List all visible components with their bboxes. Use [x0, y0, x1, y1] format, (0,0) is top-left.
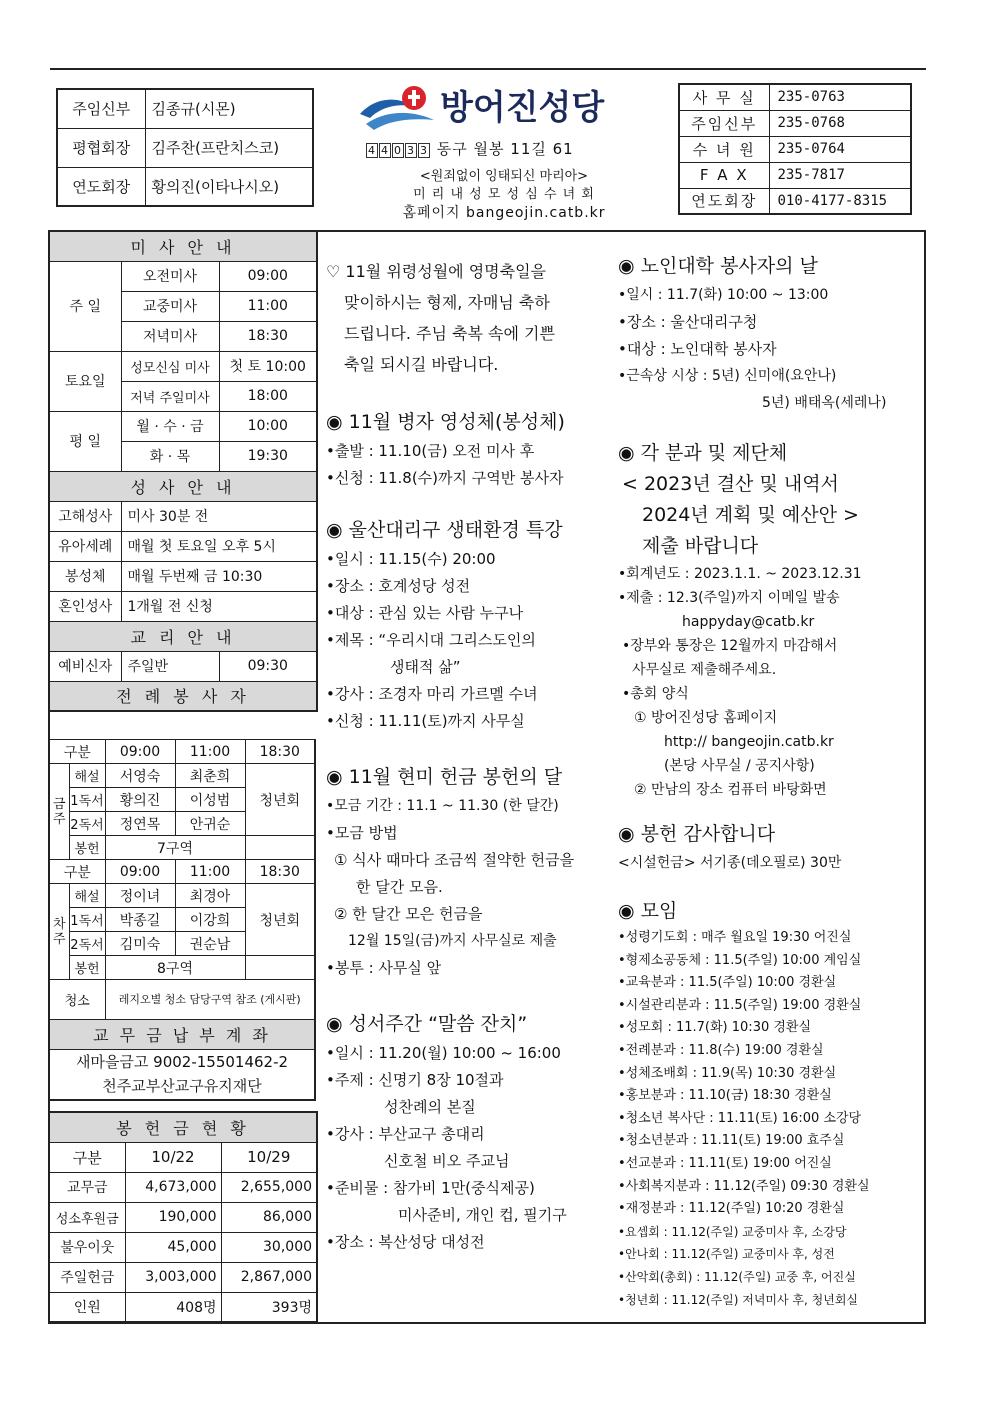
sunday-label: 주 일: [49, 261, 121, 351]
meeting-item: •성령기도회 : 매주 월요일 19:30 어진실: [618, 930, 852, 945]
liturgy-table: [48, 739, 316, 1101]
offering-table: [48, 1111, 318, 1323]
server: 김미숙: [105, 932, 175, 956]
section-line: •모금 방법: [326, 824, 398, 842]
postal-digit: 3: [407, 144, 415, 157]
server: 이강희: [175, 908, 245, 932]
notice-line: 제출 바랍니다: [642, 535, 759, 557]
sacrament-name: 봉성체: [49, 561, 121, 591]
sacrament-info: 1개월 전 신청: [121, 591, 317, 621]
liturgy-head: 18:30: [245, 740, 315, 764]
church-name: 방어진성당: [440, 88, 605, 128]
section-line: •강사 : 조경자 마리 가르멜 수녀: [326, 685, 538, 703]
server: 박종길: [105, 908, 175, 932]
meeting-item: •청소년분과 : 11.11(토) 19:00 효주실: [618, 1133, 845, 1149]
offer-kind: 성소후원금: [49, 1202, 125, 1232]
server: 서영숙: [105, 764, 175, 788]
server: 최경아: [175, 884, 245, 908]
postal-digit: 0: [394, 144, 402, 157]
mass-time: 19:30: [219, 441, 317, 471]
offer-group: 8구역: [105, 956, 245, 980]
offer-title: 봉 헌 금 현 황: [49, 1112, 317, 1142]
section-line: 미사준비, 개인 컵, 필기구: [398, 1206, 567, 1224]
greeting-line: 맞이하시는 형제, 자매님 축하: [344, 293, 550, 312]
meeting-item: •선교분과 : 11.11(토) 19:00 어진실: [618, 1155, 832, 1171]
council-label: 평협회장: [57, 128, 145, 167]
liturgy-head: 구분: [49, 740, 105, 764]
account-title: 교 무 금 납 부 계 좌: [49, 1020, 315, 1050]
contact-label: 연도회장: [679, 188, 769, 214]
section-line: •근속상 시상 : 5년) 신미애(요안나): [618, 368, 837, 384]
greeting-line: ♡ 11월 위령성월에 영명축일을: [326, 262, 546, 281]
role: 봉헌: [69, 956, 105, 980]
notice-line: 2024년 계획 및 예산안 >: [642, 504, 859, 526]
meeting-item: •시설관리분과 : 11.5(주일) 19:00 경환실: [618, 997, 862, 1013]
liturgy-title: 전 례 봉 사 자: [49, 681, 317, 711]
week-label: 차주: [49, 884, 69, 980]
section-line: 생태적 삶”: [390, 658, 461, 676]
server: 권순남: [175, 932, 245, 956]
section-line: •회계년도 : 2023.1.1. ~ 2023.12.31: [618, 566, 862, 582]
offer-amount: 3,003,000: [125, 1262, 221, 1292]
section-line: •신청 : 11.11(토)까지 사무실: [326, 712, 525, 730]
section-title: ◉ 모임: [618, 900, 678, 922]
contact-value: 235-0763: [769, 84, 911, 110]
meeting-item: •산악회(총회) : 11.12(주일) 교중 후, 어진실: [618, 1269, 856, 1284]
server: 정연목: [105, 812, 175, 836]
section-line: •강사 : 부산교구 총대리: [326, 1125, 485, 1143]
account-info: [49, 1050, 315, 1100]
contact-value: 010-4177-8315: [769, 188, 911, 214]
youth-label: 청년회: [245, 764, 315, 836]
account-holder: 천주교부산교구유지재단: [102, 1077, 262, 1096]
sacrament-name: 유아세례: [49, 531, 121, 561]
section-line: 12월 15일(금)까지 사무실로 제출: [348, 933, 557, 949]
section-line: 신호철 비오 주교님: [384, 1152, 510, 1170]
sacrament-info: 미사 30분 전: [121, 501, 317, 531]
section-line: ② 만남의 장소 컴퓨터 바탕화면: [634, 782, 827, 798]
pastor-name: 김종규(시몬): [145, 89, 313, 128]
account-number: 새마을금고 9002-15501462-2: [75, 1053, 289, 1072]
section-title: ◉ 각 분과 및 제단체: [618, 442, 788, 464]
mass-time: 10:00: [219, 411, 317, 441]
section-line: •제목 : “우리시대 그리스도인의: [326, 631, 536, 649]
meeting-item: •재정분과 : 11.12(주일) 10:20 경환실: [618, 1201, 845, 1217]
motto-line: <원죄없이 잉태되신 마리아>: [419, 169, 589, 184]
offer-amount: 4,673,000: [125, 1172, 221, 1202]
contact-label: F A X: [679, 162, 769, 188]
offer-kind: 주일헌금: [49, 1262, 125, 1292]
section-line: •대상 : 관심 있는 사람 누구나: [326, 604, 524, 622]
mass-name: 성모신심 미사: [121, 351, 219, 381]
liturgy-head: 11:00: [175, 740, 245, 764]
mass-time: 18:30: [219, 321, 317, 351]
section-line: http:// bangeojin.catb.kr: [664, 734, 834, 750]
section-line: ② 한 달간 모은 헌금을: [334, 905, 483, 923]
contact-table: [678, 83, 912, 215]
role: 봉헌: [69, 836, 105, 860]
top-rule: [50, 68, 926, 70]
liturgy-head: 18:30: [245, 860, 315, 884]
meeting-item: •성모회 : 11.7(화) 10:30 경환실: [618, 1020, 812, 1036]
motto-line: 미 리 내 성 모 성 심 수 녀 회: [413, 187, 595, 202]
mass-time: 첫 토 10:00: [219, 351, 317, 381]
role: 2독서: [69, 932, 105, 956]
clean-info: 레지오별 청소 담당구역 참조 (게시판): [105, 980, 315, 1020]
postal-digit: 4: [381, 144, 389, 157]
sidebar-table: [48, 230, 318, 712]
mass-name: 교중미사: [121, 291, 219, 321]
server: 이성범: [175, 788, 245, 812]
weekday-label: 평 일: [49, 411, 121, 471]
district-label: 연도회장: [57, 167, 145, 206]
server: 황의진: [105, 788, 175, 812]
section-title: ◉ 성서주간 “말씀 잔치”: [326, 1013, 528, 1035]
sacrament-name: 혼인성사: [49, 591, 121, 621]
mass-time: 11:00: [219, 291, 317, 321]
doctrine-name: 예비신자: [49, 651, 121, 681]
notice-line: < 2023년 결산 및 내역서: [622, 473, 839, 495]
postal-digit: 3: [420, 144, 428, 157]
section-line: happyday@catb.kr: [682, 614, 815, 630]
section-title: ◉ 11월 병자 영성체(봉성체): [326, 411, 565, 433]
offer-head: 구분: [49, 1142, 125, 1172]
section-title: ◉ 봉헌 감사합니다: [618, 823, 776, 845]
mass-name: 오전미사: [121, 261, 219, 291]
greeting-line: 드립니다. 주님 축복 속에 기쁜: [344, 324, 555, 343]
section-line: •일시 : 11.20(월) 10:00 ~ 16:00: [326, 1044, 561, 1062]
offer-head: 10/29: [221, 1142, 317, 1172]
saturday-label: 토요일: [49, 351, 121, 411]
meeting-item: •청소년 복사단 : 11.11(토) 16:00 소강당: [618, 1110, 862, 1126]
section-line: •일시 : 11.15(수) 20:00: [326, 550, 496, 568]
offer-amount: 190,000: [125, 1202, 221, 1232]
offer-amount: 30,000: [221, 1232, 317, 1262]
section-line: ① 방어진성당 홈페이지: [634, 710, 778, 726]
section-line: •대상 : 노인대학 봉사자: [618, 340, 777, 358]
sacrament-info: 매월 첫 토요일 오후 5시: [121, 531, 317, 561]
doctrine-class: 주일반: [121, 651, 219, 681]
section-line: 성찬례의 본질: [384, 1098, 476, 1116]
meeting-item: •교육분과 : 11.5(주일) 10:00 경환실: [618, 975, 837, 991]
offer-kind: 교무금: [49, 1172, 125, 1202]
contact-label: 사 무 실: [679, 84, 769, 110]
offer-amount: 2,867,000: [221, 1262, 317, 1292]
council-name: 김주찬(프란치스코): [145, 128, 313, 167]
section-line: •장소 : 울산대리구청: [618, 313, 758, 331]
section-line: (본당 사무실 / 공지사항): [664, 758, 815, 774]
offer-amount: 86,000: [221, 1202, 317, 1232]
address: [366, 138, 574, 159]
section-title: ◉ 11월 현미 헌금 봉헌의 달: [326, 766, 563, 788]
contact-value: 235-0768: [769, 110, 911, 136]
mass-name: 저녁 주일미사: [121, 381, 219, 411]
offer-amount: 2,655,000: [221, 1172, 317, 1202]
offer-amount: 45,000: [125, 1232, 221, 1262]
postal-digit: 4: [368, 144, 376, 157]
sacrament-info: 매월 두번째 금 10:30: [121, 561, 317, 591]
clean-label: 청소: [49, 980, 105, 1020]
greeting-line: 축일 되시길 바랍니다.: [344, 355, 499, 374]
district-name: 황의진(이타나시오): [145, 167, 313, 206]
offer-group: 7구역: [105, 836, 245, 860]
section-title: ◉ 노인대학 봉사자의 날: [618, 255, 818, 277]
contact-label: 주임신부: [679, 110, 769, 136]
section-line: ① 식사 때마다 조금씩 절약한 헌금을: [334, 851, 575, 869]
offer-head: 10/22: [125, 1142, 221, 1172]
section-line: •장부와 통장은 12월까지 마감해서: [622, 638, 838, 654]
role: 1독서: [69, 788, 105, 812]
sacrament-name: 고해성사: [49, 501, 121, 531]
greeting: [326, 256, 608, 380]
mass-time: 18:00: [219, 381, 317, 411]
liturgy-head: 09:00: [105, 860, 175, 884]
middle-column: [326, 256, 608, 1256]
section-line: 5년) 배태옥(세레나): [762, 395, 887, 411]
mass-title: 미 사 안 내: [49, 231, 317, 261]
homepage: 홈페이지 bangeojin.catb.kr: [402, 205, 606, 221]
liturgy-head: 11:00: [175, 860, 245, 884]
sacrament-title: 성 사 안 내: [49, 471, 317, 501]
offer-kind: 인원: [49, 1292, 125, 1322]
role: 해설: [69, 764, 105, 788]
section-line: •장소 : 호계성당 성전: [326, 577, 471, 595]
doctrine-time: 09:30: [219, 651, 317, 681]
section-line: •모금 기간 : 11.1 ~ 11.30 (한 달간): [326, 798, 559, 814]
meeting-item: •형제소공동체 : 11.5(주일) 10:00 계임실: [618, 952, 862, 968]
staff-table: [56, 88, 314, 207]
contact-label: 수 녀 원: [679, 136, 769, 162]
motto: [356, 168, 652, 222]
contact-value: 235-7817: [769, 162, 911, 188]
offer-kind: 불우이웃: [49, 1232, 125, 1262]
right-column: [618, 240, 922, 1311]
server: 안귀순: [175, 812, 245, 836]
church-logo: [356, 80, 440, 132]
liturgy-head: 09:00: [105, 740, 175, 764]
pastor-label: 주임신부: [57, 89, 145, 128]
address-text: 동구 월봉 11길 61: [436, 140, 574, 158]
contact-value: 235-0764: [769, 136, 911, 162]
section-line: 사무실로 제출해주세요.: [632, 662, 777, 678]
meeting-item: •청년회 : 11.12(주일) 저녁미사 후, 청년회실: [618, 1292, 859, 1307]
youth-label: 청년회: [245, 884, 315, 956]
section-line: •총회 양식: [622, 686, 689, 702]
meetings-list: [618, 927, 922, 1311]
server: 정이녀: [105, 884, 175, 908]
mass-name: 화 · 목: [121, 441, 219, 471]
meeting-item: •안나회 : 11.12(주일) 교중미사 후, 성전: [618, 1247, 835, 1262]
meeting-item: •성체조배회 : 11.9(목) 10:30 경환실: [618, 1065, 837, 1081]
section-line: •준비물 : 참가비 1만(중식제공): [326, 1179, 535, 1197]
section-title: ◉ 울산대리구 생태환경 특강: [326, 519, 563, 541]
section-line: •신청 : 11.8(수)까지 구역반 봉사자: [326, 469, 564, 487]
section-line: 한 달간 모음.: [356, 878, 443, 896]
role: 2독서: [69, 812, 105, 836]
mass-name: 월 · 수 · 금: [121, 411, 219, 441]
role: 1독서: [69, 908, 105, 932]
meeting-item: •사회복지분과 : 11.12(주일) 09:30 경환실: [618, 1178, 870, 1194]
offer-amount: 408명: [125, 1292, 221, 1322]
section-line: <시설헌금> 서기종(데오필로) 30만: [618, 855, 842, 871]
section-line: •출발 : 11.10(금) 오전 미사 후: [326, 442, 535, 460]
meeting-item: •요셉회 : 11.12(주일) 교중미사 후, 소강당: [618, 1224, 847, 1239]
liturgy-head: 구분: [49, 860, 105, 884]
section-line: •제출 : 12.3(주일)까지 이메일 발송: [618, 590, 840, 606]
offer-amount: 393명: [221, 1292, 317, 1322]
section-line: •봉투 : 사무실 앞: [326, 959, 442, 977]
mass-time: 09:00: [219, 261, 317, 291]
settlement-info: [618, 562, 922, 802]
doctrine-title: 교 리 안 내: [49, 621, 317, 651]
week-label: 금주: [49, 764, 69, 860]
mass-name: 저녁미사: [121, 321, 219, 351]
section-line: •주제 : 신명기 8장 10절과: [326, 1071, 504, 1089]
submission-notice: [618, 469, 922, 562]
section-line: •장소 : 복산성당 대성전: [326, 1233, 485, 1251]
meeting-item: •전례분과 : 11.8(수) 19:00 경환실: [618, 1042, 824, 1058]
server: 최춘희: [175, 764, 245, 788]
section-line: •일시 : 11.7(화) 10:00 ~ 13:00: [618, 287, 829, 303]
role: 해설: [69, 884, 105, 908]
meeting-item: •홍보분과 : 11.10(금) 18:30 경환실: [618, 1088, 832, 1104]
